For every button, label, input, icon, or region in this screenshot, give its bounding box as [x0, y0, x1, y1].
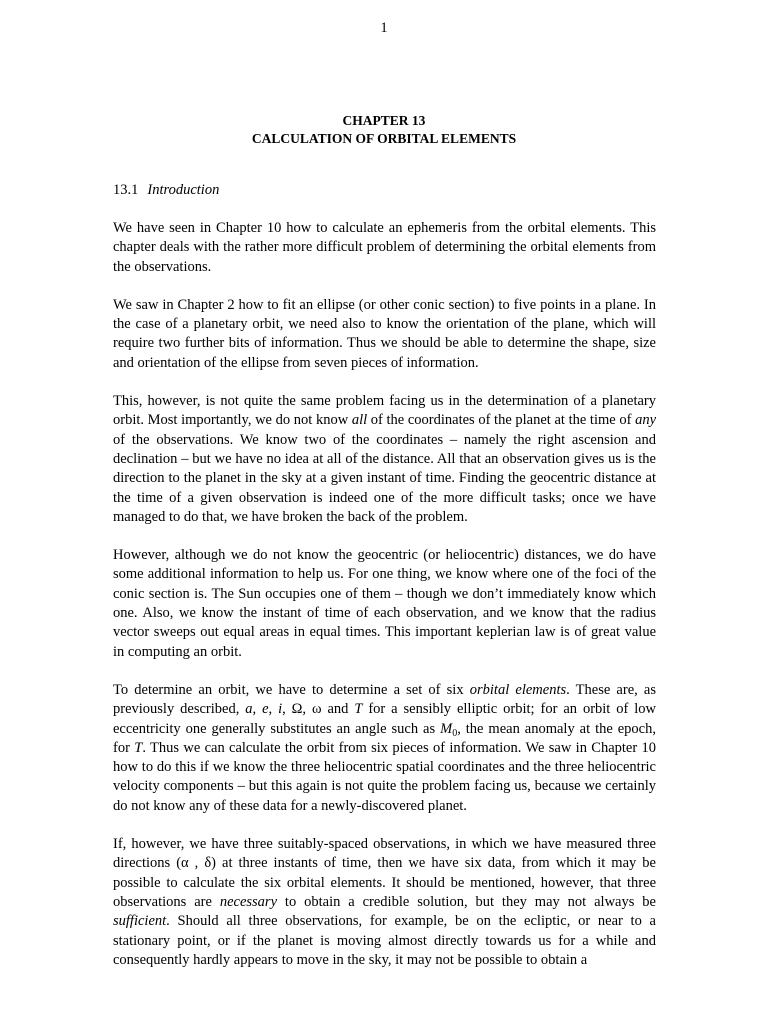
subscript-zero: 0	[452, 727, 458, 739]
body-text	[113, 219, 656, 970]
paragraph-3-text: of the observations. We know two of the coordinates – namely the right ascension and declination – but we have no idea at all of the distance. All that an observation gives us is the direction to the planet in the sky at a given instant of time. Finding the geocentric distance at the time of a given observation is indeed one of the more difficult tasks; once we have managed to do that, we have broken the back of the problem.	[113, 431, 656, 525]
paragraph-5-text: , the mean anomaly at the epoch, for	[113, 720, 656, 756]
paragraph-4: However, although we do not know the geocentric (or heliocentric) distances, we do have some additional information to help us. For one thing, we know where one of the foci of the conic section is. The Sun occupies one of them – though we don’t immediately know which one. Also, we know the instant of time of each observation, and we know that the radius vector sweeps out equal areas in equal times. This important keplerian law is of great value in computing an orbit.	[113, 547, 656, 660]
paragraph-6-text: to obtain a credible solution, but they may not always be	[277, 893, 656, 910]
symbol-T: T	[134, 739, 143, 756]
paragraph-5	[113, 681, 656, 816]
emphasis-all: all	[351, 412, 368, 429]
chapter-number: CHAPTER 13	[342, 113, 426, 128]
paragraph-3-text: This, however, is not quite the same problem facing us in the determination of a planetary orbit. Most importantly, we do not know	[113, 393, 656, 429]
paragraph-3	[113, 392, 656, 527]
symbol-a: a	[245, 701, 253, 718]
paragraph-3-text: of the coordinates of the planet at the time of	[367, 412, 636, 429]
page-number: 1	[380, 20, 388, 36]
section-number: 13.1	[113, 182, 139, 198]
section-title: Introduction	[147, 182, 220, 198]
symbol-e: e	[262, 701, 269, 718]
symbol-i: i	[278, 701, 283, 718]
paragraph-5-text: . These are, as previously described,	[113, 681, 656, 718]
symbol-T: T	[354, 701, 363, 718]
paragraph-5-text: for a sensibly elliptic orbit; for an orbit of low eccentricity one generally substitutes an angle such as	[113, 701, 657, 737]
emphasis-orbital-elements: orbital elements	[469, 681, 567, 698]
paragraph-6-text: If, however, we have three suitably-spaced observations, in which we have measured three directions (α , δ) at three instants of time, then we have six data, from which it may be possible to calculate the six orbital elements. It should be mentioned, however, that three observations are	[113, 836, 656, 910]
paragraph-5-text: To determine an orbit, we have to determine a set of six	[113, 681, 470, 698]
separator: ,	[268, 701, 279, 718]
emphasis-any: any	[635, 412, 656, 429]
paragraph-1: We have seen in Chapter 10 how to calculate an ephemeris from the orbital elements. This chapter deals with the rather more difficult problem of determining the orbital elements from the observations.	[113, 220, 656, 275]
section-heading	[113, 181, 219, 200]
paragraph-5-text: . Thus we can calculate the orbit from six pieces of information. We saw in Chapter 10 how to do this if we know the three heliocentric spatial coordinates and the three heliocentric velocity components – but this again is not quite the problem facing us, because we certainly do not know any of these data for a newly-discovered planet.	[113, 739, 656, 814]
paragraph-6-text: . Should all three observations, for example, be on the ecliptic, or near to a stationary point, or if the planet is moving almost directly towards us for a while and consequently hardly appears to move in the sky, it may not be possible to obtain a	[113, 913, 656, 968]
chapter-title: CALCULATION OF ORBITAL ELEMENTS	[251, 131, 517, 146]
separator: ,	[252, 701, 263, 718]
paragraph-2: We saw in Chapter 2 how to fit an ellipse (or other conic section) to five points in a plane. In the case of a planetary orbit, we need also to know the orientation of the plane, which will require two further bits of information. Thus we should be able to determine the shape, size and orientation of the ellipse from seven pieces of information.	[113, 296, 656, 371]
emphasis-necessary: necessary	[219, 893, 277, 910]
emphasis-sufficient: sufficient	[113, 913, 167, 930]
chapter-heading	[0, 112, 768, 148]
symbol-M: M	[440, 720, 453, 737]
paragraph-5-text: , Ω, ω and	[282, 701, 355, 718]
paragraph-6	[113, 835, 656, 970]
